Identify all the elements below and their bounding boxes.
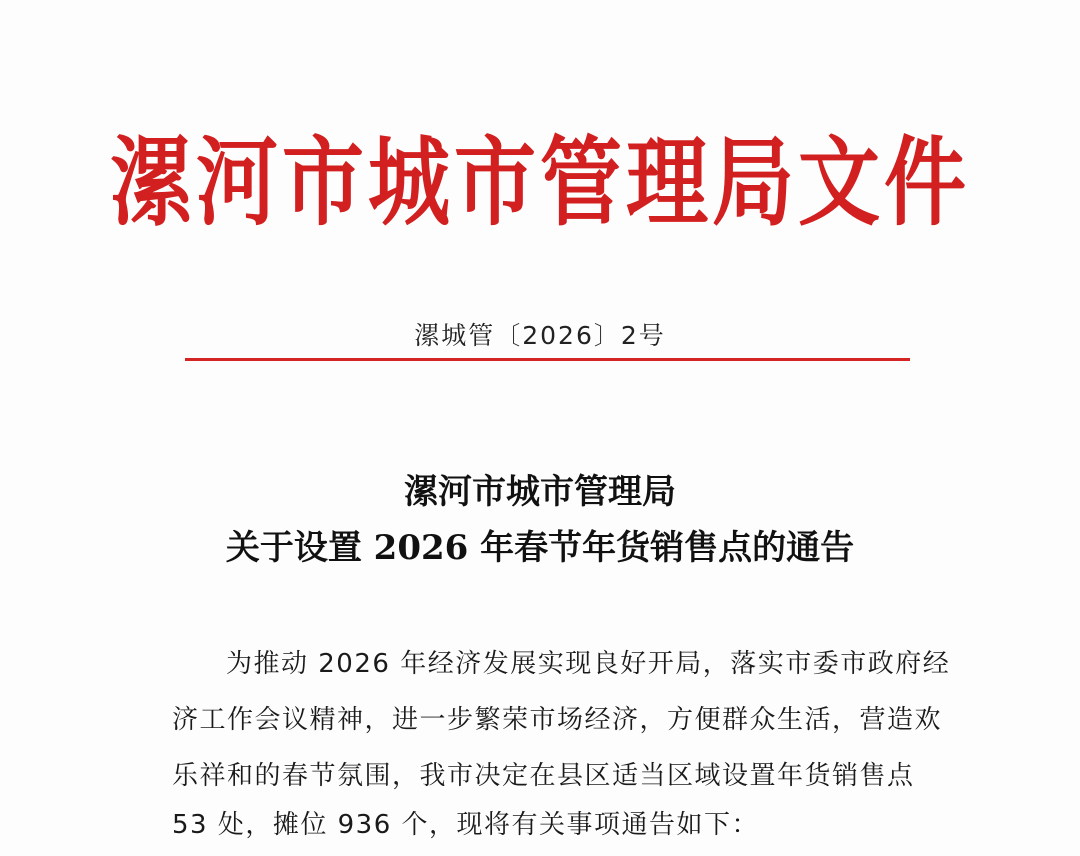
body-line-2: 济工作会议精神，进一步繁荣市场经济，方便群众生活，营造欢	[172, 705, 943, 735]
body-line-4: 53 处，摊位 936 个，现将有关事项通告如下：	[172, 810, 760, 840]
red-divider-rule	[185, 358, 910, 361]
body-line-3: 乐祥和的春节氛围，我市决定在县区适当区域设置年货销售点	[172, 761, 915, 791]
issuer-header-title: 漯河市城市管理局文件	[109, 126, 970, 240]
document-number: 漯城管〔2026〕2号	[414, 321, 666, 350]
notice-title-line-2: 关于设置 2026 年春节年货销售点的通告	[225, 528, 855, 568]
body-line-1: 为推动 2026 年经济发展实现良好开局，落实市委市政府经	[226, 649, 951, 679]
notice-title-line-1: 漯河市城市管理局	[404, 472, 676, 512]
